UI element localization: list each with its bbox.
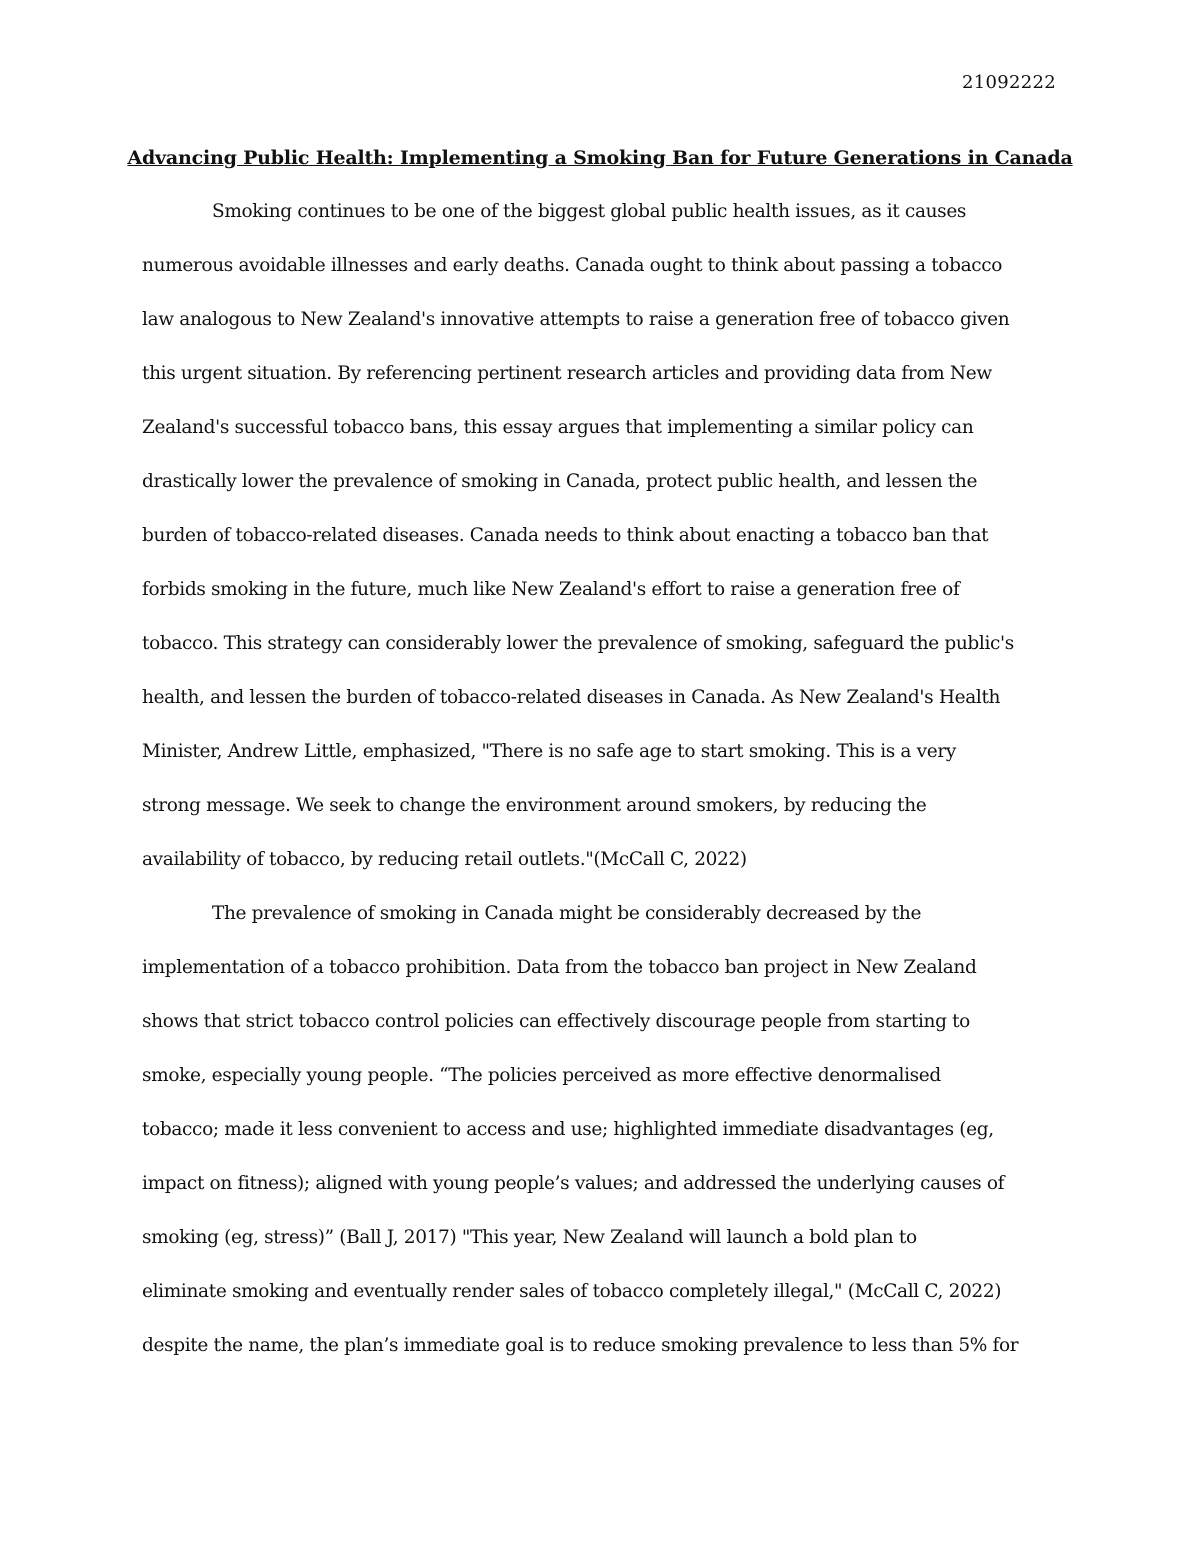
text-line: law analogous to New Zealand's innovative attempts to raise a generation free of tobacco given xyxy=(142,309,1010,330)
text-line: smoking (eg, stress)” (Ball J, 2017) "This year, New Zealand will launch a bold plan to xyxy=(142,1227,917,1248)
text-line: forbids smoking in the future, much like New Zealand's effort to raise a generation free of xyxy=(142,579,960,600)
text-line: eliminate smoking and eventually render sales of tobacco completely illegal," (McCall C, 2022) xyxy=(142,1281,1002,1302)
text-line: implementation of a tobacco prohibition. Data from the tobacco ban project in New Zealand xyxy=(142,957,977,978)
page-header-id: 21092222 xyxy=(961,72,1056,93)
essay-body xyxy=(142,185,1062,1373)
text-line: despite the name, the plan’s immediate goal is to reduce smoking prevalence to less than 5% for xyxy=(142,1335,1019,1356)
text-line: tobacco; made it less convenient to access and use; highlighted immediate disadvantages (eg, xyxy=(142,1119,994,1140)
text-line: Minister, Andrew Little, emphasized, "There is no safe age to start smoking. This is a very xyxy=(142,741,956,762)
text-line: tobacco. This strategy can considerably lower the prevalence of smoking, safeguard the public's xyxy=(142,633,1014,654)
text-line: drastically lower the prevalence of smoking in Canada, protect public health, and lessen the xyxy=(142,471,978,492)
text-line: health, and lessen the burden of tobacco-related diseases in Canada. As New Zealand's Health xyxy=(142,687,1001,708)
text-line: impact on fitness); aligned with young people’s values; and addressed the underlying causes of xyxy=(142,1173,1005,1194)
text-line: Zealand's successful tobacco bans, this essay argues that implementing a similar policy can xyxy=(142,417,974,438)
text-line: burden of tobacco-related diseases. Canada needs to think about enacting a tobacco ban that xyxy=(142,525,989,546)
text-line: availability of tobacco, by reducing retail outlets."(McCall C, 2022) xyxy=(142,849,747,870)
text-line: strong message. We seek to change the environment around smokers, by reducing the xyxy=(142,795,927,816)
text-line: numerous avoidable illnesses and early deaths. Canada ought to think about passing a tobacco xyxy=(142,255,1003,276)
text-line: The prevalence of smoking in Canada might be considerably decreased by the xyxy=(212,903,922,924)
essay-title: Advancing Public Health: Implementing a Smoking Ban for Future Generations in Canada xyxy=(127,147,1073,169)
text-line: smoke, especially young people. “The policies perceived as more effective denormalised xyxy=(142,1065,941,1086)
text-line: this urgent situation. By referencing pertinent research articles and providing data from New xyxy=(142,363,992,384)
text-line: shows that strict tobacco control policies can effectively discourage people from starting to xyxy=(142,1011,970,1032)
text-line: Smoking continues to be one of the biggest global public health issues, as it causes xyxy=(212,201,967,222)
